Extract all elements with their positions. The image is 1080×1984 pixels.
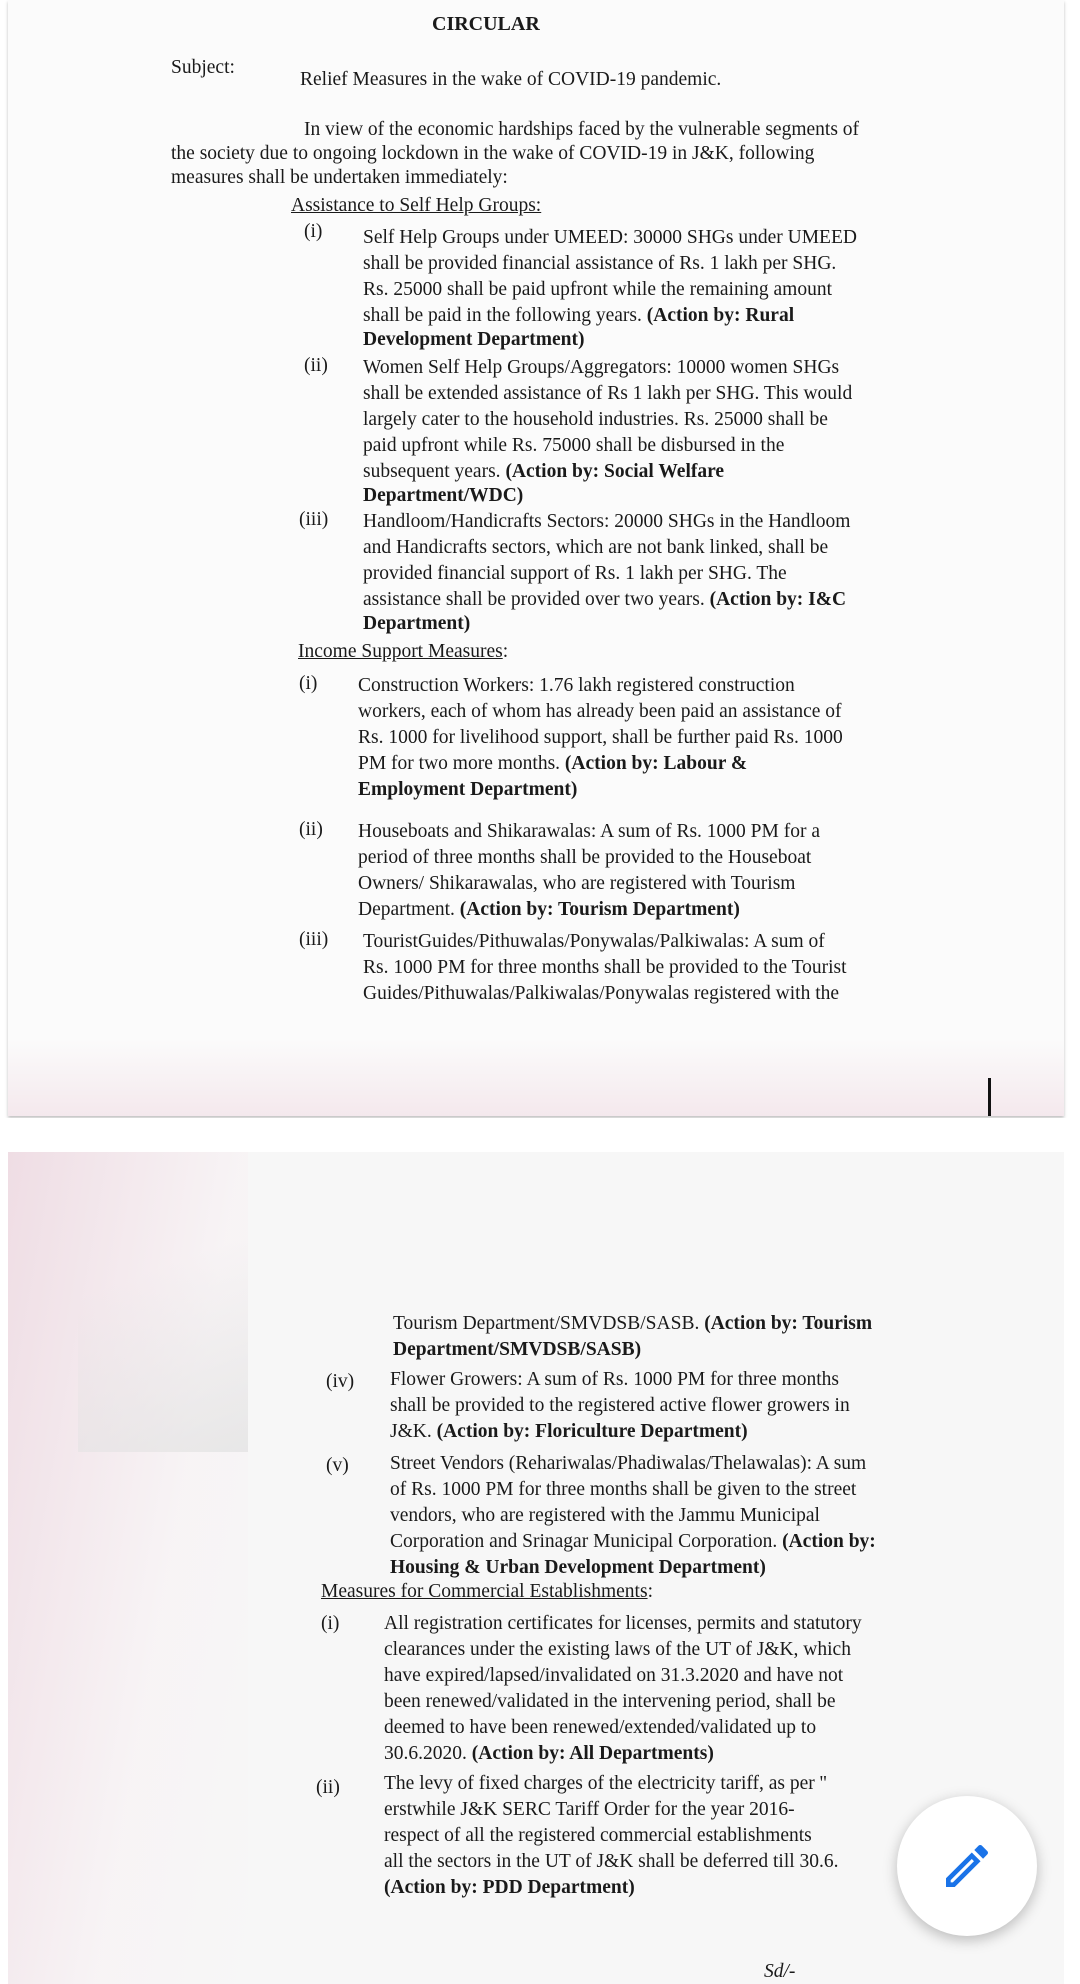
action-by: (Action by: Floriculture Department) xyxy=(436,1421,748,1442)
item-line: shall be provided financial assistance of Rs. 1 lakh per SHG. xyxy=(363,253,837,274)
item-number: (ii) xyxy=(299,819,323,840)
action-by: (Action by: xyxy=(782,1531,876,1552)
item-line: assistance shall be provided over two years. (Action by: I&C xyxy=(363,589,847,610)
item-number: (iii) xyxy=(299,929,329,950)
item-line: Owners/ Shikarawalas, who are registered with Tourism xyxy=(358,873,796,894)
subject-text: Relief Measures in the wake of COVID-19 pandemic. xyxy=(300,69,722,90)
item-line: respect of all the registered commercial establishments xyxy=(384,1825,812,1846)
item-line: shall be paid in the following years. (Action by: Rural xyxy=(363,305,795,326)
item-line: J&K. (Action by: Floriculture Department) xyxy=(390,1421,748,1442)
action-by-cont: Department/WDC) xyxy=(363,485,524,506)
item-line: and Handicrafts sectors, which are not bank linked, shall be xyxy=(363,537,829,558)
item-line: Construction Workers: 1.76 lakh registered construction xyxy=(358,675,795,696)
intro-line-3: measures shall be undertaken immediately: xyxy=(171,167,508,188)
item-number: (v) xyxy=(326,1455,349,1476)
action-by-cont: Employment Department) xyxy=(358,779,578,800)
item-line: all the sectors in the UT of J&K shall be deferred till 30.6. xyxy=(384,1851,839,1872)
action-by: (Action by: Tourism Department) xyxy=(459,899,740,920)
action-by: (Action by: PDD Department) xyxy=(384,1877,635,1898)
item-line: Rs. 25000 shall be paid upfront while the remaining amount xyxy=(363,279,832,300)
action-by-cont: Department/SMVDSB/SASB) xyxy=(393,1339,642,1360)
action-by-cont: Development Department) xyxy=(363,329,585,350)
item-line: 30.6.2020. (Action by: All Departments) xyxy=(384,1743,714,1764)
intro-line-2: the society due to ongoing lockdown in the wake of COVID-19 in J&K, following xyxy=(171,143,815,164)
item-line: vendors, who are registered with the Jammu Municipal xyxy=(390,1505,820,1526)
action-by: (Action by: Tourism xyxy=(704,1313,873,1334)
pencil-edit-icon xyxy=(939,1838,995,1894)
item-line: PM for two more months. (Action by: Labour & xyxy=(358,753,748,774)
item-line: The levy of fixed charges of the electricity tariff, as per '' xyxy=(384,1773,827,1794)
edit-fab-button[interactable] xyxy=(897,1796,1037,1936)
section-heading-commercial: Measures for Commercial Establishments: xyxy=(321,1581,653,1602)
item-line: provided financial support of Rs. 1 lakh per SHG. The xyxy=(363,563,787,584)
document-page-1 xyxy=(8,0,1064,1116)
item-line: of Rs. 1000 PM for three months shall be given to the street xyxy=(390,1479,857,1500)
item-number: (i) xyxy=(304,221,323,242)
item-number: (i) xyxy=(321,1613,340,1634)
scan-mark xyxy=(988,1078,991,1116)
item-line: Women Self Help Groups/Aggregators: 10000 women SHGs xyxy=(363,357,840,378)
item-line: been renewed/validated in the intervening period, shall be xyxy=(384,1691,836,1712)
item-number: (iii) xyxy=(299,509,329,530)
action-by: (Action by: Social Welfare xyxy=(505,461,725,482)
item-line: clearances under the existing laws of the UT of J&K, which xyxy=(384,1639,851,1660)
item-line: largely cater to the household industries. Rs. 25000 shall be xyxy=(363,409,828,430)
item-line: shall be extended assistance of Rs 1 lakh per SHG. This would xyxy=(363,383,853,404)
item-number: (i) xyxy=(299,673,318,694)
section-heading-shg: Assistance to Self Help Groups: xyxy=(291,195,542,216)
item-line: Houseboats and Shikarawalas: A sum of Rs. 1000 PM for a xyxy=(358,821,821,842)
item-line: erstwhile J&K SERC Tariff Order for the year 2016- xyxy=(384,1799,795,1820)
item-number: (ii) xyxy=(316,1777,340,1798)
intro-line-1: In view of the economic hardships faced by the vulnerable segments of xyxy=(304,119,860,140)
action-by: (Action by: I&C xyxy=(709,589,847,610)
item-line: Flower Growers: A sum of Rs. 1000 PM for three months xyxy=(390,1369,840,1390)
item-line: have expired/lapsed/invalidated on 31.3.2020 and have not xyxy=(384,1665,844,1686)
item-line: Handloom/Handicrafts Sectors: 20000 SHGs in the Handloom xyxy=(363,511,851,532)
item-line: Corporation and Srinagar Municipal Corporation. (Action by: xyxy=(390,1531,876,1552)
item-line: All registration certificates for licenses, permits and statutory xyxy=(384,1613,862,1634)
item-line: Rs. 1000 for livelihood support, shall be further paid Rs. 1000 xyxy=(358,727,843,748)
item-number: (iv) xyxy=(326,1371,355,1392)
item-line: Rs. 1000 PM for three months shall be provided to the Tourist xyxy=(363,957,847,978)
page-gap xyxy=(0,1118,1080,1152)
item-line: workers, each of whom has already been paid an assistance of xyxy=(358,701,842,722)
signature: Sd/- xyxy=(764,1961,796,1982)
item-line: deemed to have been renewed/extended/validated up to xyxy=(384,1717,817,1738)
action-by: (Action by: Rural xyxy=(646,305,795,326)
circular-title: CIRCULAR xyxy=(432,13,540,35)
item-line: TouristGuides/Pithuwalas/Ponywalas/Palkiwalas: A sum of xyxy=(363,931,825,952)
section-heading-income: Income Support Measures: xyxy=(298,641,509,662)
paper-fold-shadow xyxy=(78,1152,248,1452)
item-line: paid upfront while Rs. 75000 shall be disbursed in the xyxy=(363,435,785,456)
item-line: Guides/Pithuwalas/Palkiwalas/Ponywalas registered with the xyxy=(363,983,840,1004)
item-line: shall be provided to the registered active flower growers in xyxy=(390,1395,850,1416)
item-number: (ii) xyxy=(304,355,328,376)
action-by-cont: Department) xyxy=(363,613,471,634)
action-by: (Action by: All Departments) xyxy=(471,1743,714,1764)
item-line: Self Help Groups under UMEED: 30000 SHGs under UMEED xyxy=(363,227,857,248)
item-line: Department. (Action by: Tourism Department) xyxy=(358,899,740,920)
subject-label: Subject: xyxy=(171,57,235,78)
action-by-cont: Housing & Urban Development Department) xyxy=(390,1557,766,1578)
item-line: subsequent years. (Action by: Social Welfare xyxy=(363,461,725,482)
action-by: (Action by: Labour & xyxy=(564,753,748,774)
item-line: Street Vendors (Rehariwalas/Phadiwalas/Thelawalas): A sum xyxy=(390,1453,867,1474)
paper-shading xyxy=(8,1040,1064,1116)
item-line: period of three months shall be provided to the Houseboat xyxy=(358,847,812,868)
item-line: Tourism Department/SMVDSB/SASB. (Action by: Tourism xyxy=(393,1313,873,1334)
